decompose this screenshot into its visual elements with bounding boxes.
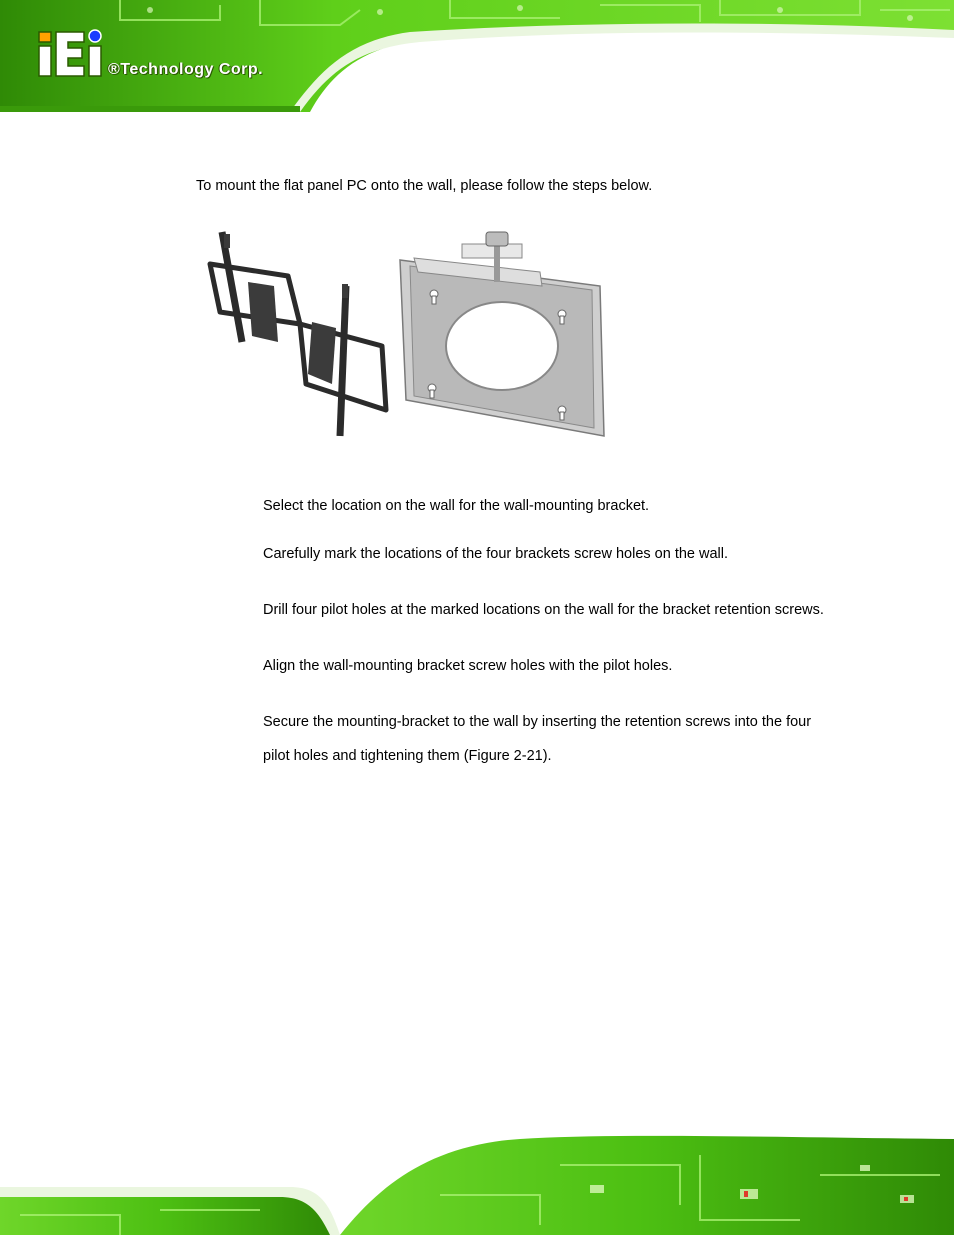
wall-plate xyxy=(400,232,604,436)
company-logo xyxy=(36,28,296,88)
step-3: Drill four pilot holes at the marked locations on the wall for the bracket retention screws. xyxy=(263,602,824,618)
logo-tagline: ®Technology Corp. xyxy=(108,61,264,78)
step-5: Secure the mounting-bracket to the wall by inserting the retention screws into the four pilot holes and tightening them (Figure 2-21). xyxy=(263,714,812,764)
step-2: Carefully mark the locations of the four brackets screw holes on the wall. xyxy=(263,546,729,562)
iei-logo-mark-icon xyxy=(36,28,116,82)
vesa-bracket-frame xyxy=(210,232,386,436)
wall-mount-bracket-illustration xyxy=(200,224,620,444)
step-1: Select the location on the wall for the wall-mounting bracket. xyxy=(263,498,650,514)
footer-banner xyxy=(0,1125,954,1235)
intro-paragraph: To mount the flat panel PC onto the wall, please follow the steps below. xyxy=(196,178,653,194)
installation-steps xyxy=(263,494,833,795)
step-4: Align the wall-mounting bracket screw holes with the pilot holes. xyxy=(263,658,673,674)
